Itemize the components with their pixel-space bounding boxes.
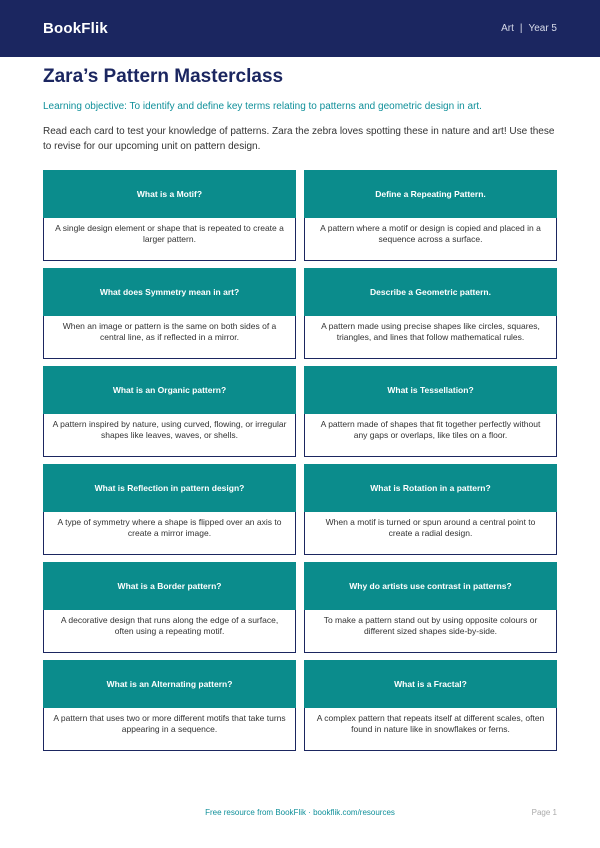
card-answer: A complex pattern that repeats itself at different scales, often found in nature like in snowflakes or ferns. bbox=[304, 708, 557, 751]
card-answer: A decorative design that runs along the edge of a surface, often using a repeating motif. bbox=[43, 610, 296, 653]
flashcard bbox=[304, 268, 557, 359]
card-question: Describe a Geometric pattern. bbox=[304, 268, 557, 316]
card-answer: A pattern made using precise shapes like circles, squares, triangles, and lines that follow mathematical rules. bbox=[304, 316, 557, 359]
flashcard bbox=[304, 562, 557, 653]
brand-logo[interactable]: BookFlik bbox=[43, 20, 108, 37]
year-label: Year 5 bbox=[528, 23, 557, 34]
page-number: Page 1 bbox=[531, 808, 557, 817]
card-question: Define a Repeating Pattern. bbox=[304, 170, 557, 218]
footer-resource-link[interactable]: Free resource from BookFlik · bookflik.com/resources bbox=[205, 808, 395, 817]
page-footer bbox=[0, 808, 600, 820]
flashcard bbox=[43, 562, 296, 653]
card-answer: When an image or pattern is the same on both sides of a central line, as if reflected in a mirror. bbox=[43, 316, 296, 359]
card-question: What is an Organic pattern? bbox=[43, 366, 296, 414]
flashcard bbox=[43, 464, 296, 555]
meta-separator: | bbox=[519, 23, 523, 34]
flashcard bbox=[43, 170, 296, 261]
card-answer: A pattern that uses two or more different motifs that take turns appearing in a sequence. bbox=[43, 708, 296, 751]
subject-label: Art bbox=[501, 23, 514, 34]
card-answer: A pattern inspired by nature, using curved, flowing, or irregular shapes like leaves, waves, or shells. bbox=[43, 414, 296, 457]
card-question: What does Symmetry mean in art? bbox=[43, 268, 296, 316]
flashcard bbox=[43, 660, 296, 751]
flashcard bbox=[43, 268, 296, 359]
card-answer: When a motif is turned or spun around a central point to create a radial design. bbox=[304, 512, 557, 555]
flashcard bbox=[304, 464, 557, 555]
card-answer: A type of symmetry where a shape is flipped over an axis to create a mirror image. bbox=[43, 512, 296, 555]
card-question: What is a Motif? bbox=[43, 170, 296, 218]
card-question: What is Rotation in a pattern? bbox=[304, 464, 557, 512]
card-answer: A single design element or shape that is repeated to create a larger pattern. bbox=[43, 218, 296, 261]
card-answer: To make a pattern stand out by using opposite colours or different sized shapes side-by-side. bbox=[304, 610, 557, 653]
card-question: What is a Border pattern? bbox=[43, 562, 296, 610]
card-answer: A pattern where a motif or design is copied and placed in a sequence across a surface. bbox=[304, 218, 557, 261]
flashcard bbox=[304, 366, 557, 457]
card-answer: A pattern made of shapes that fit together perfectly without any gaps or overlaps, like tiles on a floor. bbox=[304, 414, 557, 457]
card-question: What is a Fractal? bbox=[304, 660, 557, 708]
flashcard bbox=[304, 170, 557, 261]
learning-objective: Learning objective: To identify and define key terms relating to patterns and geometric design in art. bbox=[43, 101, 482, 112]
flashcard bbox=[304, 660, 557, 751]
card-question: What is Reflection in pattern design? bbox=[43, 464, 296, 512]
card-question: Why do artists use contrast in patterns? bbox=[304, 562, 557, 610]
page-title: Zara’s Pattern Masterclass bbox=[43, 66, 284, 87]
intro-text: Read each card to test your knowledge of patterns. Zara the zebra loves spotting these in nature and art! Use these to revise for our upcoming unit on pattern design. bbox=[43, 126, 555, 152]
header-meta bbox=[501, 23, 557, 34]
card-question: What is Tessellation? bbox=[304, 366, 557, 414]
header-bar bbox=[0, 0, 600, 57]
card-question: What is an Alternating pattern? bbox=[43, 660, 296, 708]
flashcard-grid bbox=[43, 170, 557, 751]
flashcard bbox=[43, 366, 296, 457]
